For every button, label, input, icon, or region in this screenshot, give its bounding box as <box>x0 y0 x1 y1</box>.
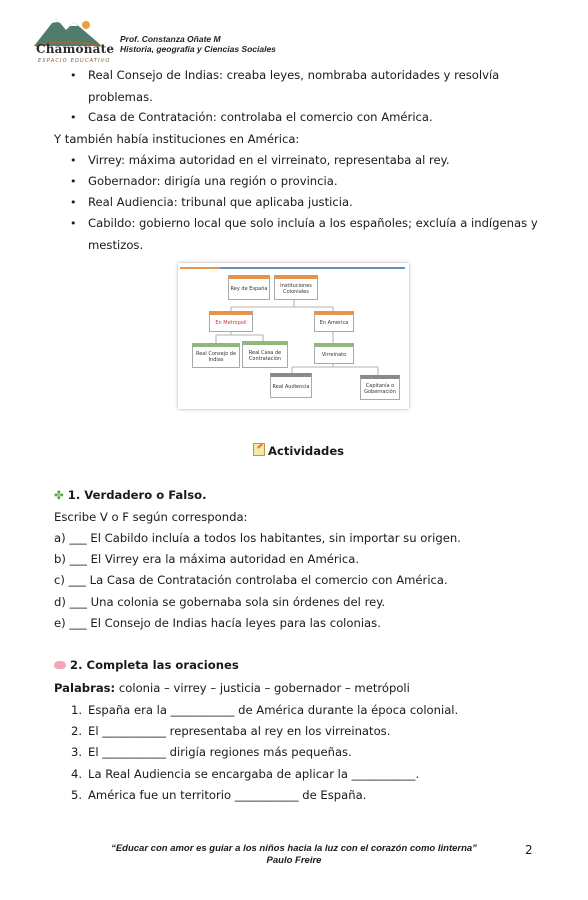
bullet-icon: • <box>70 217 77 230</box>
true-false-item: b) ___ El Virrey era la máxima autoridad en América. <box>54 552 360 566</box>
clover-icon: ✤ <box>54 488 64 502</box>
logo-name: Chamonate <box>36 42 115 56</box>
footer-quote: “Educar con amor es guiar a los niños hacia la luz con el corazón como linterna” <box>111 843 477 854</box>
diagram-box-virreinato: Virreinato <box>314 343 354 364</box>
diagram-box-consejo: Real Consejo de Indias <box>192 343 240 368</box>
header-author: Prof. Constanza Oñate M <box>120 34 221 44</box>
activities-heading <box>253 443 344 458</box>
mountain-logo-icon <box>30 12 106 64</box>
item-number: 3. <box>71 745 83 759</box>
list-item: Real Consejo de Indias: creaba leyes, nombraba autoridades y resolvía <box>88 68 500 82</box>
item-number: 1. <box>71 703 83 717</box>
bullet-icon: • <box>70 154 77 167</box>
section1-instruction: Escribe V o F según corresponda: <box>54 510 248 524</box>
word-bank <box>54 681 410 695</box>
diagram-box-capitania: Capitanía o Gobernación <box>360 375 400 400</box>
section2-heading <box>54 658 239 672</box>
true-false-item: c) ___ La Casa de Contratación controlaba el comercio con América. <box>54 573 448 587</box>
fill-in-item: América fue un territorio ___________ de España. <box>88 788 367 802</box>
true-false-item: e) ___ El Consejo de Indias hacía leyes para las colonias. <box>54 616 381 630</box>
diagram-box-america: En América <box>314 311 354 332</box>
list-item: Casa de Contratación: controlaba el comercio con América. <box>88 110 433 124</box>
section1-title: 1. Verdadero o Falso. <box>67 488 207 502</box>
footer-author: Paulo Freire <box>266 855 322 866</box>
fill-in-item: El ___________ dirigía regiones más pequeñas. <box>88 745 352 759</box>
bullet-icon: • <box>70 196 77 209</box>
item-number: 5. <box>71 788 83 802</box>
colonial-institutions-diagram <box>178 263 409 409</box>
diagram-box-rey: Rey de España <box>228 275 270 300</box>
page-number: 2 <box>525 843 533 857</box>
list-item-continuation: mestizos. <box>88 238 144 252</box>
true-false-item: d) ___ Una colonia se gobernaba sola sin órdenes del rey. <box>54 595 386 609</box>
header-subject: Historia, geografía y Ciencias Sociales <box>120 44 276 54</box>
america-intro: Y también había instituciones en América: <box>54 132 300 146</box>
fill-in-item: La Real Audiencia se encargaba de aplicar la ___________. <box>88 767 420 781</box>
list-item: Gobernador: dirigía una región o provincia. <box>88 174 338 188</box>
diagram-box-audiencia: Real Audiencia <box>270 373 312 398</box>
list-item-continuation: problemas. <box>88 90 153 104</box>
item-number: 4. <box>71 767 83 781</box>
bullet-icon: • <box>70 175 77 188</box>
list-item: Cabildo: gobierno local que solo incluía a los españoles; excluía a indígenas y <box>88 216 538 230</box>
memo-icon <box>253 443 265 456</box>
word-bank-words: colonia – virrey – justicia – gobernador – metrópoli <box>118 681 410 695</box>
logo-subtitle: ESPACIO EDUCATIVO <box>38 58 111 64</box>
section1-heading <box>54 488 207 502</box>
bullet-icon: • <box>70 111 77 124</box>
bullet-icon: • <box>70 69 77 82</box>
true-false-item: a) ___ El Cabildo incluía a todos los habitantes, sin importar su origen. <box>54 531 461 545</box>
list-item: Virrey: máxima autoridad en el virreinato, representaba al rey. <box>88 153 450 167</box>
diagram-box-metropoli: En Metrópoli <box>209 311 253 332</box>
section2-title: 2. Completa las oraciones <box>70 658 239 672</box>
fill-in-item: El ___________ representaba al rey en los virreinatos. <box>88 724 391 738</box>
word-bank-label: Palabras: <box>54 681 116 695</box>
brain-icon <box>54 661 66 669</box>
list-item: Real Audiencia: tribunal que aplicaba justicia. <box>88 195 353 209</box>
diagram-box-casa: Real Casa de Contratación <box>242 341 288 368</box>
diagram-box-instituciones: Instituciones Coloniales <box>274 275 318 300</box>
fill-in-item: España era la ___________ de América durante la época colonial. <box>88 703 459 717</box>
item-number: 2. <box>71 724 83 738</box>
activities-title: Actividades <box>268 444 345 458</box>
